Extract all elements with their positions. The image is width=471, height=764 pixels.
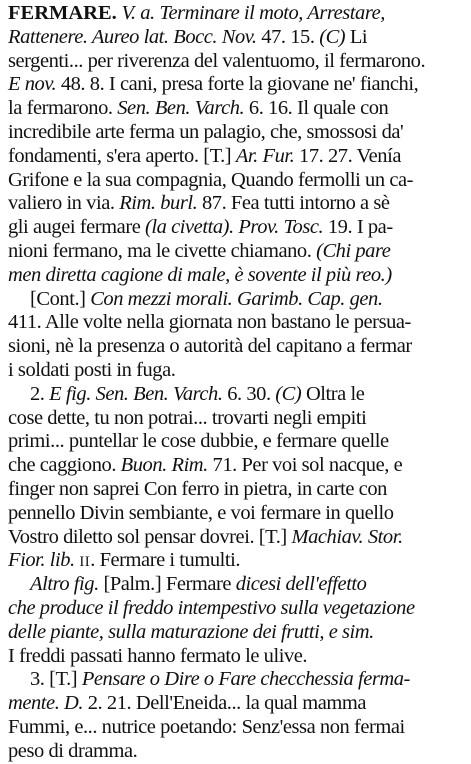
text-line: [8, 621, 465, 645]
text-segment: Li: [345, 25, 368, 48]
italic-text: dicesi dell'effetto: [235, 573, 367, 596]
text-segment: 47. 15.: [256, 25, 320, 48]
text-line: [8, 454, 465, 478]
text-segment: 17. 27. Venía: [294, 144, 401, 167]
text-line: [8, 192, 465, 216]
italic-text: (C): [275, 382, 302, 405]
text-line: [8, 359, 465, 383]
text-line: [8, 264, 465, 288]
text-line: [8, 311, 465, 335]
italic-text: E nov.: [8, 73, 57, 96]
text-line: [8, 383, 465, 407]
text-segment: 411. Alle volte nella giornata non bastano le persua-: [8, 311, 411, 334]
text-line: [8, 288, 465, 312]
dictionary-entry-fermare: [8, 2, 465, 764]
text-line: [8, 216, 465, 240]
text-line: [8, 97, 465, 121]
text-line: [8, 145, 465, 169]
text-segment: 19. I pa-: [323, 216, 393, 239]
text-segment: fondamenti, s'era aperto. [T.]: [8, 144, 236, 167]
italic-text: Fior. lib.: [8, 549, 75, 572]
text-line: [8, 73, 465, 97]
text-line: [8, 2, 465, 26]
text-line: [8, 645, 465, 669]
text-line: [8, 597, 465, 621]
text-segment: Grifone e la sua compagnia, Quando fermolli un ca-: [8, 168, 413, 191]
text-segment: [Cont.]: [30, 287, 91, 310]
text-line: [8, 573, 465, 597]
text-segment: 71. Per voi sol nacque, e: [207, 454, 403, 477]
text-line: [8, 26, 465, 50]
text-segment: incredibile arte ferma un palagio, che, smossosi da': [8, 120, 404, 143]
italic-text: che produce il freddo intempestivo sulla vegetazione: [8, 596, 415, 619]
text-line: [8, 692, 465, 716]
text-segment: 48. 8. I cani, presa forte la giovane ne' fianchi,: [56, 73, 419, 96]
roman-numeral: II: [79, 554, 91, 571]
text-line: [8, 716, 465, 740]
italic-text: Machiav. Stor.: [291, 525, 403, 548]
italic-text: Rattenere. Aureo lat. Bocc. Nov.: [8, 25, 257, 48]
italic-text: mente. D.: [8, 692, 84, 715]
text-segment: Oltra le: [301, 382, 365, 405]
headword: FERMARE.: [8, 2, 117, 24]
text-segment: pennello Divin sembiante, e voi fermare in quello: [8, 501, 394, 524]
text-segment: 3. [T.]: [30, 668, 82, 691]
text-line: [8, 50, 465, 74]
italic-text: (C): [319, 25, 346, 48]
text-line: [8, 430, 465, 454]
text-segment: peso di dramma.: [8, 739, 138, 762]
italic-text: Pensare o Dire o Fare checchessia ferma-: [81, 668, 410, 691]
text-segment: i soldati posti in fuga.: [8, 358, 176, 381]
text-segment: Fummi, e... nutrice poetando: Senz'essa non fermai: [8, 715, 405, 738]
text-segment: sergenti... per riverenza del valentuomo, il fermarono.: [8, 49, 426, 72]
italic-text: Rim. burl.: [119, 192, 198, 215]
text-segment: . Fermare i tumulti.: [90, 549, 241, 572]
italic-text: V. a. Terminare il moto, Arrestare,: [121, 2, 385, 24]
italic-text: Buon. Rim.: [120, 454, 208, 477]
text-line: [8, 526, 465, 550]
text-segment: valiero in via.: [8, 192, 120, 215]
text-segment: nioni fermano, ma le civette chiamano.: [8, 239, 317, 262]
italic-text: Ar. Fur.: [235, 144, 295, 167]
italic-text: Sen. Ben. Varch.: [117, 97, 245, 120]
text-segment: primi... puntellar le cose dubbie, e fermare quelle: [8, 430, 389, 453]
text-segment: 87. Fea tutti intorno a sè: [197, 192, 390, 215]
italic-text: E fig. Sen. Ben. Varch.: [49, 382, 223, 405]
italic-text: men diretta cagione di male, è sovente il più reo.): [8, 263, 392, 286]
text-segment: 2. 21. Dell'Eneida... la qual mamma: [83, 692, 367, 715]
text-segment: 6. 16. Il quale con: [244, 97, 389, 120]
text-segment: sioni, nè la presenza o autorità del capitano a fermar: [8, 335, 412, 358]
text-line: [8, 549, 465, 573]
text-line: [8, 478, 465, 502]
text-line: [8, 740, 465, 764]
text-line: [8, 240, 465, 264]
text-line: [8, 407, 465, 431]
text-segment: I freddi passati hanno fermato le ulive.: [8, 644, 308, 667]
italic-text: (Chi pare: [316, 239, 391, 262]
italic-text: (la civetta). Prov. Tosc.: [145, 216, 324, 239]
italic-text: delle piante, sulla maturazione dei frutti, e sim.: [8, 620, 374, 643]
text-line: [8, 502, 465, 526]
text-segment: la fermarono.: [8, 97, 118, 120]
text-segment: finger non saprei Con ferro in pietra, in carte con: [8, 477, 387, 500]
text-line: [8, 169, 465, 193]
text-segment: [Palm.] Fermare: [98, 573, 236, 596]
text-segment: che caggiono.: [8, 454, 121, 477]
text-segment: gli augei fermare: [8, 216, 146, 239]
text-segment: cose dette, tu non potrai... trovarti negli empiti: [8, 406, 367, 429]
text-segment: Vostro diletto sol pensar dovrei. [T.]: [8, 525, 292, 548]
text-line: [8, 121, 465, 145]
text-line: [8, 335, 465, 359]
text-segment: 6. 30.: [222, 382, 276, 405]
text-segment: 2.: [30, 382, 50, 405]
italic-text: Con mezzi morali. Garimb. Cap. gen.: [90, 287, 383, 310]
text-line: [8, 668, 465, 692]
italic-text: Altro fig.: [30, 573, 99, 596]
